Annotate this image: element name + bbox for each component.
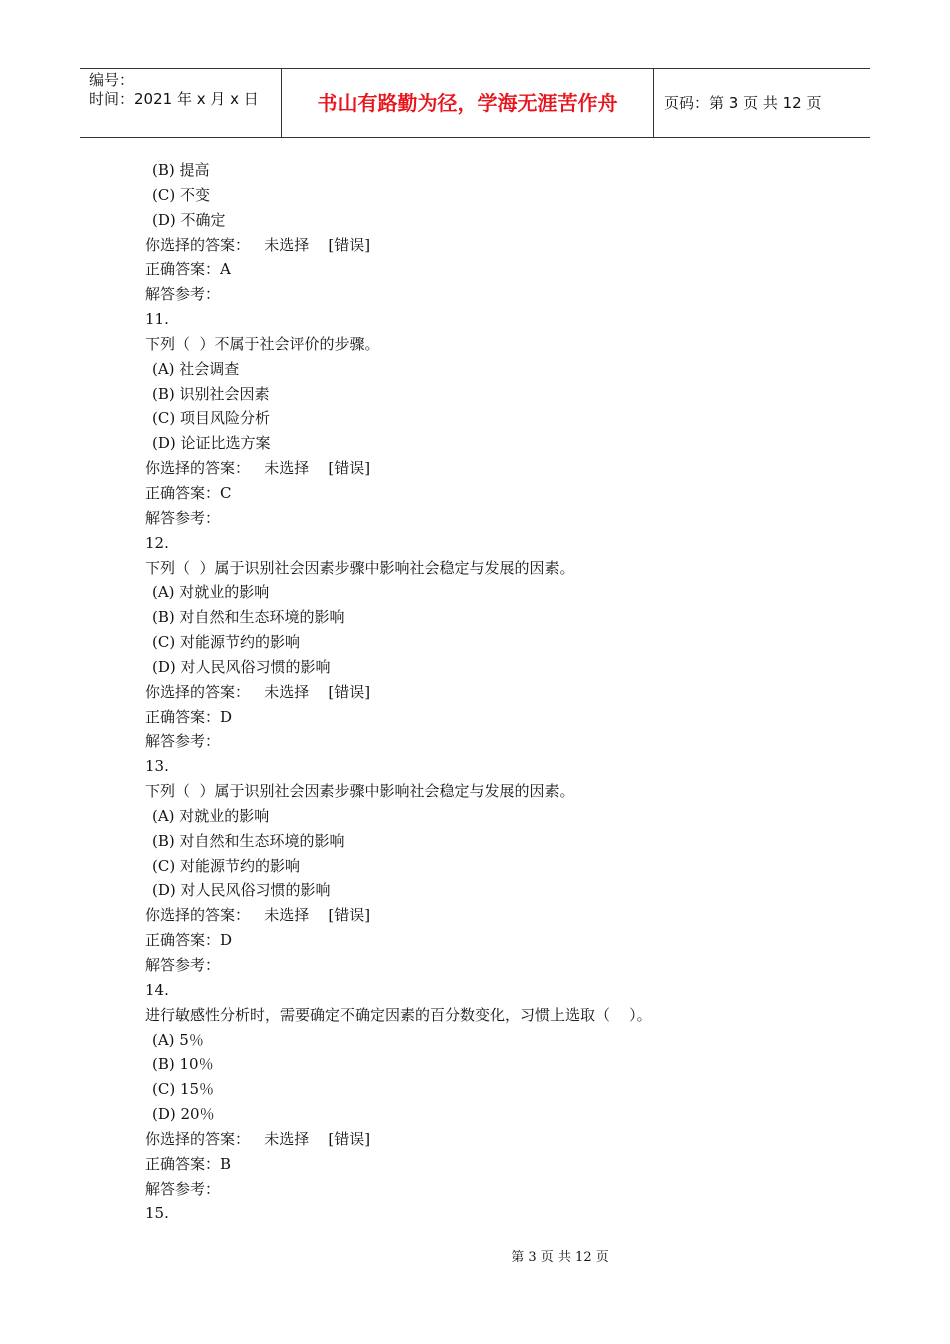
header-page-info: 页码：第 3 页 共 12 页 — [664, 94, 822, 112]
explanation-label: 解答参考： — [145, 732, 221, 751]
option-line: (A) 对就业的影响 — [152, 806, 270, 825]
correct-answer-line: 正确答案：D — [145, 931, 233, 950]
question-number: 15. — [145, 1204, 169, 1223]
question-text: 进行敏感性分析时，需要确定不确定因素的百分数变化，习惯上选取（ ）。 — [145, 1005, 652, 1024]
document-body — [145, 158, 652, 1226]
option-line: (A) 社会调查 — [152, 359, 240, 378]
option-line: (D) 不确定 — [152, 210, 226, 229]
selected-answer-line: 你选择的答案： 未选择 [错误] — [145, 459, 371, 478]
page-header — [80, 68, 870, 138]
option-line: (B) 提高 — [152, 161, 210, 179]
page-footer: 第 3 页 共 12 页 — [511, 1250, 609, 1265]
question-number: 11. — [145, 310, 169, 329]
selected-answer-line: 你选择的答案： 未选择 [错误] — [145, 1129, 371, 1148]
header-meta-cell — [80, 69, 282, 137]
correct-answer-line: 正确答案：C — [145, 483, 232, 502]
header-time-label: 时间：2021 年 x 月 x 日 — [89, 90, 259, 108]
option-line: (C) 对能源节约的影响 — [152, 856, 300, 875]
option-line: (C) 项目风险分析 — [152, 409, 270, 428]
correct-answer-line: 正确答案：A — [145, 260, 231, 279]
header-number-label: 编号： — [89, 71, 135, 89]
option-line: (C) 对能源节约的影响 — [152, 633, 300, 652]
option-line: (B) 对自然和生态环境的影响 — [152, 831, 345, 850]
selected-answer-line: 你选择的答案： 未选择 [错误] — [145, 235, 371, 254]
question-number: 14. — [145, 980, 169, 999]
option-line: (A) 5％ — [152, 1030, 204, 1049]
selected-answer-line: 你选择的答案： 未选择 [错误] — [145, 906, 371, 925]
option-line: (C) 15％ — [152, 1080, 215, 1099]
option-line: (B) 识别社会因素 — [152, 384, 270, 403]
question-number: 13. — [145, 757, 169, 776]
explanation-label: 解答参考： — [145, 508, 221, 527]
question-text: 下列（ ）属于识别社会因素步骤中影响社会稳定与发展的因素。 — [145, 782, 575, 801]
option-line: (B) 对自然和生态环境的影响 — [152, 608, 345, 627]
option-line: (D) 对人民风俗习惯的影响 — [152, 657, 331, 676]
explanation-label: 解答参考： — [145, 285, 221, 304]
selected-answer-line: 你选择的答案： 未选择 [错误] — [145, 682, 371, 701]
correct-answer-line: 正确答案：D — [145, 707, 233, 726]
question-number: 12. — [145, 533, 169, 552]
option-line: (D) 对人民风俗习惯的影响 — [152, 881, 331, 900]
explanation-label: 解答参考： — [145, 956, 221, 974]
question-text: 下列（ ）属于识别社会因素步骤中影响社会稳定与发展的因素。 — [145, 558, 575, 577]
correct-answer-line: 正确答案：B — [145, 1154, 232, 1173]
option-line: (D) 论证比选方案 — [152, 434, 271, 453]
header-motto: 书山有路勤为径，学海无涯苦作舟 — [282, 69, 654, 137]
option-line: (B) 10％ — [152, 1055, 214, 1074]
option-line: (A) 对就业的影响 — [152, 583, 270, 602]
explanation-label: 解答参考： — [145, 1179, 221, 1198]
option-line: (D) 20％ — [152, 1105, 215, 1124]
question-text: 下列（ ）不属于社会评价的步骤。 — [145, 334, 380, 353]
option-line: (C) 不变 — [152, 185, 210, 204]
